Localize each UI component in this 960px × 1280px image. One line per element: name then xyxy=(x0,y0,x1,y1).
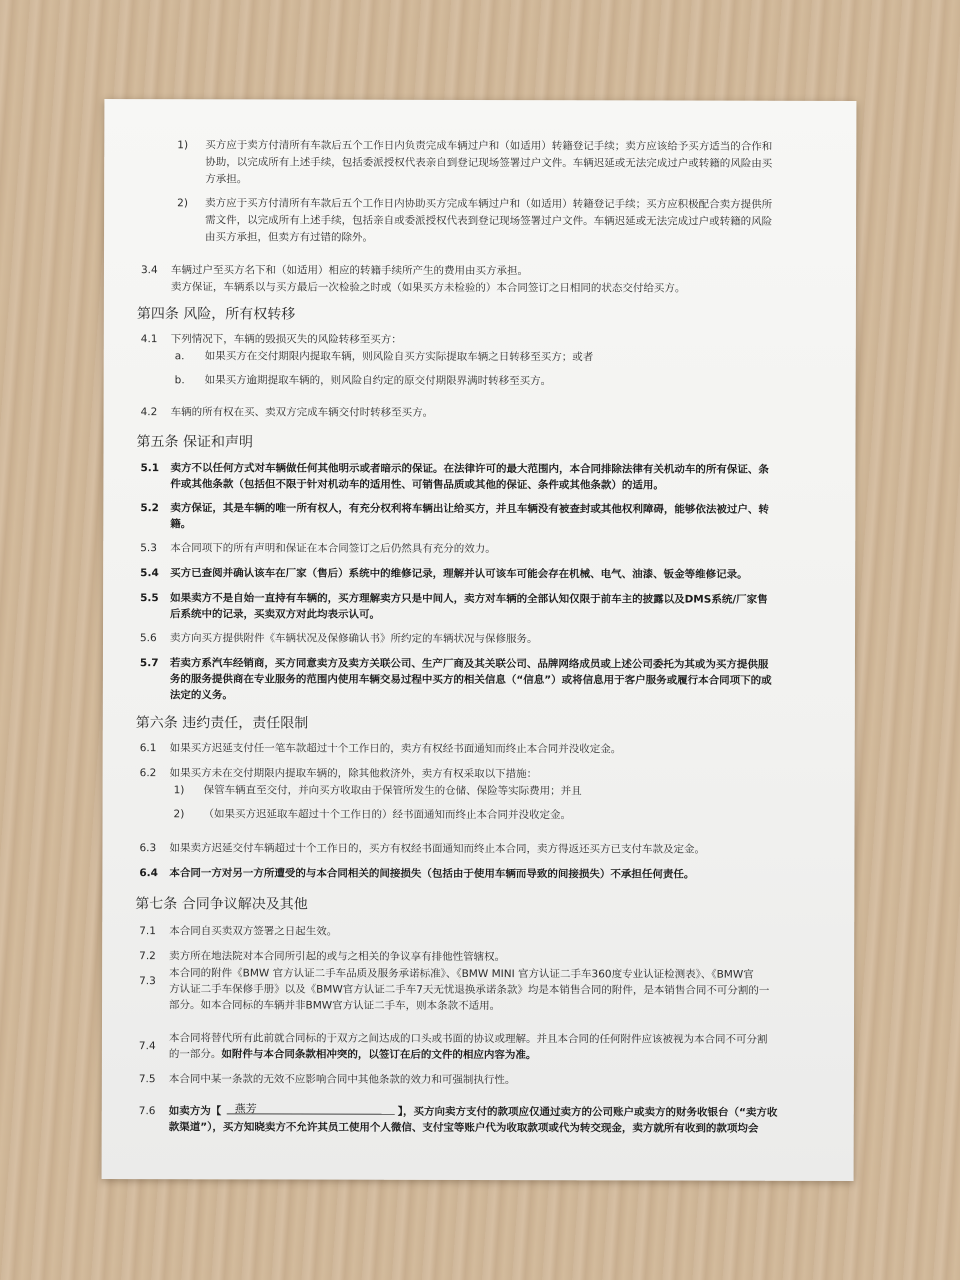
contract-text-line: 6.3 xyxy=(139,842,157,855)
contract-text-line: 本合同项下的所有声明和保证在本合同签订之后仍然具有充分的效力。 xyxy=(170,542,496,556)
contract-text-line: 4.1 xyxy=(140,333,158,346)
contract-text-line: 本合同一方对另一方所遭受的与本合同相关的间接损失（包括由于使用车辆而导致的间接损失）不承担任何责任。 xyxy=(169,867,695,881)
contract-text-line: 法定的义务。 xyxy=(169,689,233,702)
contract-text-line: 4.2 xyxy=(140,406,158,419)
contract-text-line: 5.6 xyxy=(139,632,157,645)
contract-text-line: 卖方保证，车辆系以与买方最后一次检验之时或（如果买方未检验的）本合同签订之日相同的状态交付给买方。 xyxy=(170,281,686,295)
contract-text-line: 1) xyxy=(177,139,189,152)
section-heading: 第七条 合同争议解决及其他 xyxy=(135,896,308,913)
contract-text-line: 如果买方在交付期限内提取车辆，则风险自买方实际提取车辆之日转移至买方；或者 xyxy=(204,350,594,364)
contract-text-line: 5.1 xyxy=(140,462,160,475)
contract-text-line: 需文件，以完成所有上述手续，包括亲自或委派授权代表到登记现场签署过户文件。车辆迟延或无法完成过户或转籍的风险 xyxy=(205,214,773,228)
section-heading: 第四条 风险，所有权转移 xyxy=(136,306,296,323)
contract-text-line: 如果买方逾期提取车辆的，则风险自约定的原交付期限界满时转移至买方。 xyxy=(204,374,552,388)
contract-text-line: 方承担。 xyxy=(205,173,248,186)
contract-text-line: 5.7 xyxy=(139,657,159,670)
contract-text-line: 7.5 xyxy=(138,1073,156,1086)
text-bold: 如附件与本合同条款相冲突的，以签订在后的文件的相应内容为准。 xyxy=(221,1048,537,1062)
contract-text-line: 6.4 xyxy=(139,867,159,880)
contract-text-line: 本合同中某一条款的无效不应影响合同中其他条款的效力和可强制执行性。 xyxy=(168,1073,516,1087)
contract-text-line: 5.2 xyxy=(140,502,159,515)
seller-name-value: 燕芳 xyxy=(234,1102,257,1116)
contract-text-line: 7.4 xyxy=(138,1040,156,1053)
contract-text-line: 2) xyxy=(173,808,185,821)
contract-text-line: 】，买方向卖方支付的款项应仅通过卖方的公司账户或卖方的财务收银台（“卖方收 xyxy=(397,1105,778,1119)
contract-text-line: a. xyxy=(174,350,185,363)
contract-page xyxy=(102,99,857,1181)
contract-text-line: 方认证二手车保修手册》以及《BMW官方认证二手车7天无忧退换承诺条款》均是本销售合同的附件，是本销售合同不可分割的一 xyxy=(169,983,770,997)
text-plain: 的一部分。 xyxy=(168,1048,222,1061)
contract-text-line: 1) xyxy=(173,784,185,797)
contract-text-line: 5.4 xyxy=(140,567,159,580)
contract-text-line: 如果卖方不是自始一直持有车辆的，买方理解卖方只是中间人，卖方对车辆的全部认知仅限于前车主的披露以及DMS系统/厂家售 xyxy=(170,592,768,606)
contract-text-line: 本合同的附件《BMW 官方认证二手车品质及服务承诺标准》、《BMW MINI 官方认证二手车360度专业认证检测表》、《BMW官 xyxy=(169,967,754,981)
contract-text-line: 本合同将替代所有此前就合同标的于双方之间达成的口头或书面的协议或理解。并且本合同的任何附件应该被视为本合同不可分割 xyxy=(168,1032,768,1046)
contract-text-line: 买方已查阅并确认该车在厂家（售后）系统中的维修记录，理解并认可该车可能会存在机械、电气、油漆、钣金等维修记录。 xyxy=(170,567,748,581)
contract-text-line: 保管车辆直至交付，并向买方收取由于保管所发生的仓储、保险等实际费用；并且 xyxy=(203,784,582,798)
contract-text-line: 如果卖方迟延交付车辆超过十个工作日的，买方有权经书面通知而终止本合同，卖方得返还买方已支付车款及定金。 xyxy=(169,842,705,856)
contract-text-line: b. xyxy=(174,374,185,387)
section-heading: 第六条 违约责任，责任限制 xyxy=(135,715,309,732)
contract-text-line: 本合同自买卖双方签署之日起生效。 xyxy=(169,925,338,938)
contract-text-line: 下列情况下，车辆的毁损灭失的风险转移至买方： xyxy=(170,333,402,346)
contract-text-line: 卖方保证，其是车辆的唯一所有权人，有充分权利将车辆出让给买方，并且车辆没有被查封或其他权利障碍，能够依法被过户、转 xyxy=(170,502,769,516)
contract-text-line: 如果买方迟延支付任一笔车款超过十个工作日的，卖方有权经书面通知而终止本合同并没收定金。 xyxy=(169,742,622,756)
contract-text-line: 买方应于卖方付清所有车款后五个工作日内负责完成车辆过户和（如适用）转籍登记手续；卖方应该给予买方适当的合作和 xyxy=(205,139,773,153)
contract-text-line: 3.4 xyxy=(140,264,158,277)
contract-text-line: 如卖方为【 xyxy=(168,1105,222,1118)
contract-text-line: 车辆过户至买方名下和（如适用）相应的转籍手续所产生的费用由买方承担。 xyxy=(170,264,528,278)
contract-text-line: 籍。 xyxy=(170,518,192,531)
contract-text-line: 务的服务提供商在专业服务的范围内使用车辆交易过程中买方的相关信息（“信息”）或将信息用于客户服务或履行本合同项下的或 xyxy=(169,673,772,687)
contract-text-line: 6.2 xyxy=(139,767,157,780)
contract-text-line: 6.1 xyxy=(139,742,157,755)
contract-text-line: 5.5 xyxy=(140,592,159,605)
contract-text-line: 款渠道”），买方知晓卖方不允许其员工使用个人微信、支付宝等账户代为收取款项或代为转交现金，卖方就所有收到的款项均会 xyxy=(168,1121,759,1135)
contract-text-line: 5.3 xyxy=(140,542,157,555)
contract-text-line: 协助，以完成所有上述手续，包括委派授权代表亲自到登记现场签署过户文件。车辆迟延或无法完成过户或转籍的风险由买 xyxy=(205,156,773,170)
contract-text-line: 卖方不以任何方式对车辆做任何其他明示或者暗示的保证。在法律许可的最大范围内，本合同排除法律有关机动车的所有保证、条 xyxy=(170,462,769,476)
contract-text-line xyxy=(169,1046,537,1063)
contract-text-line: 车辆的所有权在买、卖双方完成车辆交付时转移至买方。 xyxy=(170,406,434,419)
contract-text-line: 由买方承担，但卖方有过错的除外。 xyxy=(205,231,374,244)
contract-text-line: 卖方向买方提供附件《车辆状况及保修确认书》所约定的车辆状况与保修服务。 xyxy=(169,632,538,646)
contract-text-line: 7.6 xyxy=(138,1105,156,1118)
contract-text-line: 后系统中的记录，买卖双方对此均表示认可。 xyxy=(170,608,381,621)
contract-text-line: 卖方应于买方付清所有车款后五个工作日内协助买方完成车辆过户和（如适用）转籍登记手续；买方应积极配合卖方提供所 xyxy=(205,197,773,211)
seller-name-field xyxy=(227,1100,395,1114)
contract-text-line: 7.2 xyxy=(139,950,156,963)
contract-text-line: 7.3 xyxy=(139,975,156,988)
contract-text-line: （如果买方迟延取车超过十个工作日的）经书面通知而终止本合同并没收定金。 xyxy=(203,808,572,822)
contract-text-line: 部分。如本合同标的车辆并非BMW官方认证二手车，则本条款不适用。 xyxy=(169,999,501,1013)
contract-text-line: 若卖方系汽车经销商，买方同意卖方及卖方关联公司、生产厂商及其关联公司、品牌网络成员或上述公司委托为其或为买方提供服 xyxy=(169,657,769,671)
contract-text-line: 7.1 xyxy=(139,925,156,938)
contract-text-line: 件或其他条款（包括但不限于针对机动车的适用性、可销售品质或其他的保证、条件或其他条款）的适用。 xyxy=(170,478,664,492)
contract-text-line: 卖方所在地法院对本合同所引起的或与之相关的争议享有排他性管辖权。 xyxy=(169,950,506,964)
section-heading: 第五条 保证和声明 xyxy=(136,434,253,451)
contract-text-line: 如果买方未在交付期限内提取车辆的，除其他救济外，卖方有权采取以下措施： xyxy=(169,767,538,781)
contract-text-line: 2) xyxy=(177,197,188,210)
